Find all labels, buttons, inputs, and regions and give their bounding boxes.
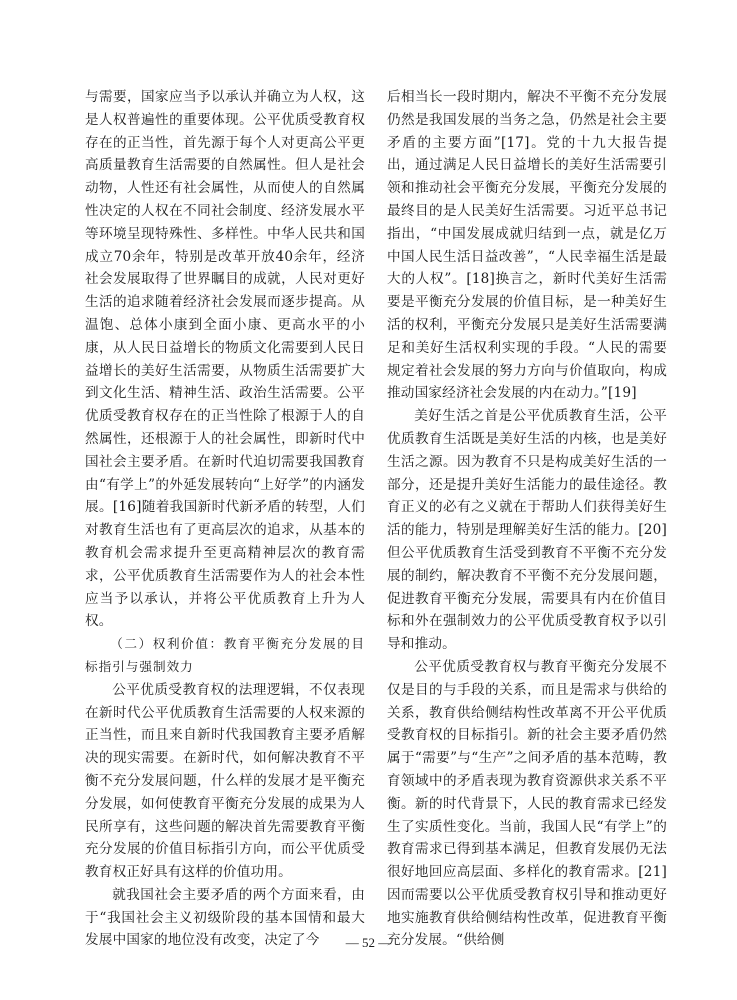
left-column (85, 86, 365, 952)
section-heading: （二）权利价值：教育平衡充分发展的目标指引与强制效力 (85, 636, 365, 674)
left-paragraph-1: 与需要，国家应当予以承认并确立为人权，这是人权普遍性的重要体现。公平优质受教育权存在的正当性，首先源于每个人对更高公平更高质量教育生活需要的自然属性。但人是社会动物，人性还有社会属性，从而使人的自然属性决定的人权在不同社会制度、经济发展水平等环境呈现特殊性、多样性。中华人民共和国成立70余年，特别是改革开放40余年，经济社会发展取得了世界瞩目的成就，人民对更好生活的追求随着经济社会发展而逐步提高。从温饱、总体小康到全面小康、更高水平的小康，从人民日益增长的物质文化需要到人民日益增长的美好生活需要，从物质生活需要扩大到文化生活、精神生活、政治生活需要。公平优质受教育权存在的正当性除了根源于人的自然属性，还根源于人的社会属性，即新时代中国社会主要矛盾。在新时代迫切需要我国教育由“有学上”的外延发展转向“上好学”的内涵发展。[16]随着我国新时代新矛盾的转型，人们对教育生活也有了更高层次的追求，从基本的教育机会需求提升至更高精神层次的教育需求，公平优质教育生活需要作为人的社会本性应当予以承认，并将公平优质教育上升为人权。 (85, 89, 365, 630)
right-paragraph-3: 公平优质受教育权与教育平衡充分发展不仅是目的与手段的关系，而且是需求与供给的关系，教育供给侧结构性改革离不开公平优质受教育权的目标指引。新的社会主要矛盾仍然属于“需要”与“生产”之间矛盾的基本范畴，教育领域中的矛盾表现为教育资源供求关系不平衡。新的时代背景下，人民的教育需求已经发生了实质性变化。当前，我国人民“有学上”的教育需求已得到基本满足，但教育发展仍无法很好地回应高层面、多样化的教育需求。[21]因而需要以公平优质受教育权引导和推动更好地实施教育供给侧结构性改革，促进教育平衡充分发展。“供给侧 (387, 658, 667, 949)
left-paragraph-3: 就我国社会主要矛盾的两个方面来看，由于“我国社会主义初级阶段的基本国情和最大发展中国家的地位没有改变，决定了今 (85, 886, 365, 949)
left-paragraph-2: 公平优质受教育权的法理逻辑，不仅表现在新时代公平优质教育生活需要的人权来源的正当性，而且来自新时代我国教育主要矛盾解决的现实需要。在新时代，如何解决教育不平衡不充分发展问题，什么样的发展才是平衡充分发展，如何使教育平衡充分发展的成果为人民所享有，这些问题的解决首先需要教育平衡充分发展的价值目标指引方向，而公平优质受教育权正好具有这样的价值功用。 (85, 681, 365, 881)
right-paragraph-2: 美好生活之首是公平优质教育生活，公平优质教育生活既是美好生活的内核，也是美好生活之源。因为教育不只是构成美好生活的一部分，还是提升美好生活能力的最佳途径。教育正义的必有之义就在于帮助人们获得美好生活的能力，特别是理解美好生活的能力。[20]但公平优质教育生活受到教育不平衡不充分发展的制约，解决教育不平衡不充分发展问题，促进教育平衡充分发展，需要具有内在价值目标和外在强制效力的公平优质受教育权予以引导和推动。 (387, 408, 667, 653)
page-number: — 52 — (345, 935, 392, 950)
right-paragraph-1: 后相当长一段时期内，解决不平衡不充分发展仍然是我国发展的当务之急，仍然是社会主要矛盾的主要方面”[17]。党的十九大报告提出，通过满足人民日益增长的美好生活需要引领和推动社会平衡充分发展，平衡充分发展的最终目的是人民美好生活需要。习近平总书记指出，“中国发展成就归结到一点，就是亿万中国人民生活日益改善”，“人民幸福生活是最大的人权”。[18]换言之，新时代美好生活需要是平衡充分发展的价值目标，是一种美好生活的权利，平衡充分发展只是美好生活需要满足和美好生活权利实现的手段。“人民的需要规定着社会发展的努力方向与价值取向，构成推动国家经济社会发展的内在动力。”[19] (387, 89, 667, 402)
right-column (387, 86, 667, 952)
